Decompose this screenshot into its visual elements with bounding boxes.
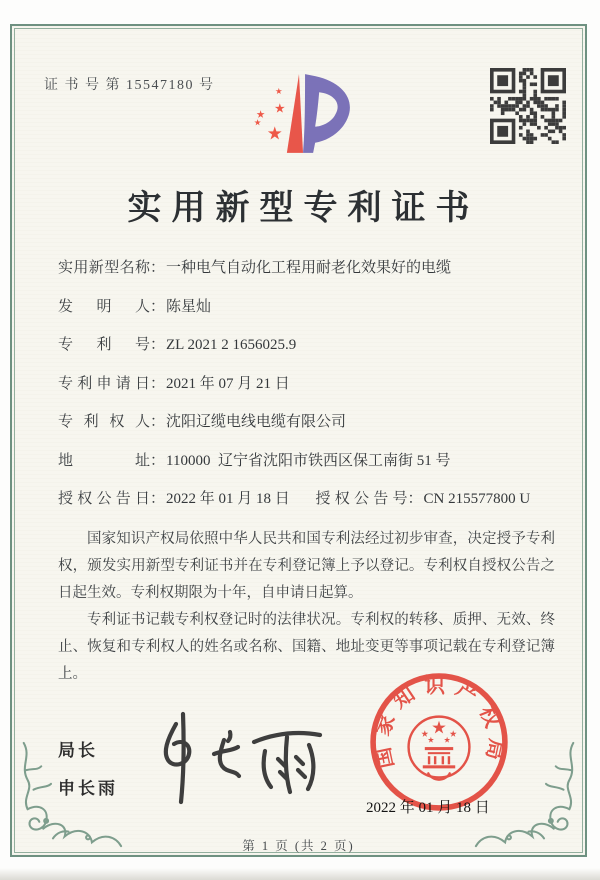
field-label: 专利申请日 <box>58 375 150 392</box>
field-colon: ： <box>150 491 166 507</box>
field-colon: ： <box>407 491 423 507</box>
field-value: 2022 年 01 月 18 日 <box>166 491 290 507</box>
corner-ornament-left-icon <box>14 741 126 853</box>
field-list <box>58 260 555 530</box>
field-label: 授权公告号 <box>315 491 408 507</box>
field-row-grant <box>58 491 555 507</box>
field-label: 专利权人 <box>58 414 150 430</box>
signature-icon <box>138 706 338 821</box>
national-emblem-icon <box>409 717 470 780</box>
field-row-address <box>58 453 555 469</box>
field-value: 陈星灿 <box>166 298 212 315</box>
field-value: 一种电气自动化工程用耐老化效果好的电缆 <box>166 260 452 276</box>
field-value: 沈阳辽缆电线电缆有限公司 <box>166 414 347 430</box>
certificate-page <box>10 24 587 857</box>
certificate-number: 证 书 号 第 15547180 号 <box>44 78 215 93</box>
seal-date: 2022 年 01 月 18 日 <box>366 800 490 816</box>
field-colon: ： <box>150 375 166 392</box>
certificate-title: 实用新型专利证书 <box>127 190 480 227</box>
qr-code-icon <box>490 68 566 144</box>
field-label: 授权公告日 <box>58 491 150 507</box>
field-colon: ： <box>150 414 166 430</box>
body-paragraph: 国家知识产权局依照中华人民共和国专利法经过初步审查，决定授予专利权，颁发实用新型专利证书并在专利登记簿上予以登记。专利权自授权公告之日起生效。专利权期限为十年，自申请日起算。 <box>58 531 555 601</box>
field-value: CN 215577800 U <box>423 491 531 507</box>
corner-ornament-right-icon <box>471 741 583 853</box>
field-row-patent-no <box>58 337 555 353</box>
field-value: ZL 2021 2 1656025.9 <box>166 337 297 353</box>
grant-date <box>58 491 290 507</box>
field-row-patentee <box>58 414 555 430</box>
cnipa-logo-icon <box>234 62 366 168</box>
grant-number <box>316 491 531 507</box>
director-title: 局长 <box>58 741 98 760</box>
field-colon: ： <box>150 337 166 353</box>
director-name: 申长雨 <box>58 779 118 798</box>
field-label: 实用新型名称 <box>58 260 150 276</box>
field-value: 110000 辽宁省沈阳市铁西区保工南街 51 号 <box>166 452 451 469</box>
field-value: 2021 年 07 月 21 日 <box>166 375 290 392</box>
field-label: 发明人 <box>58 298 150 315</box>
field-colon: ： <box>150 298 166 315</box>
page-number: 第 1 页 (共 2 页) <box>242 839 355 853</box>
field-row-name <box>58 260 555 276</box>
body-paragraph: 专利证书记载专利权登记时的法律状况。专利权的转移、质押、无效、终止、恢复和专利权人的姓名或名称、国籍、地址变更等事项记载在专利登记簿上。 <box>58 612 555 682</box>
field-label: 地址 <box>58 452 150 469</box>
field-label: 专利号 <box>58 337 150 353</box>
legal-text <box>58 526 555 688</box>
field-row-inventor <box>58 299 555 315</box>
field-colon: ： <box>150 452 166 469</box>
field-row-filing-date <box>58 376 555 392</box>
seal-text: 国家知识产权局 <box>369 674 509 771</box>
field-colon: ： <box>150 260 166 276</box>
